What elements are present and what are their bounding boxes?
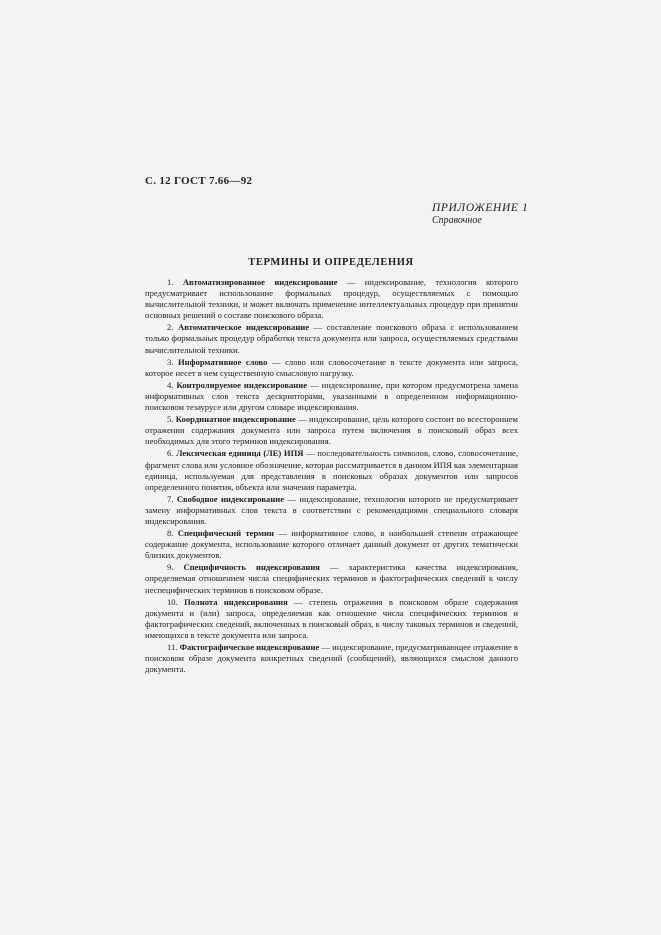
term-name: Лексическая единица (ЛЕ) ИПЯ — [176, 448, 317, 458]
term-entry [145, 357, 518, 379]
term-definition: информативное слово, в наибольшей степени отражающее содержание документа, использование которого отличает данный документ от других тематически близких документов. [145, 528, 518, 561]
term-number: 11. [167, 642, 178, 652]
section-title: ТЕРМИНЫ И ОПРЕДЕЛЕНИЯ [248, 257, 414, 268]
term-number: 4. [167, 379, 174, 390]
term-number: 6. [167, 448, 174, 459]
term-number: 2. [167, 322, 174, 333]
term-entry [145, 562, 518, 595]
term-name: Фактографическое индексирование — [180, 642, 333, 652]
appendix-subtitle: Справочное [432, 215, 482, 226]
term-entry [145, 494, 518, 527]
appendix-title: ПРИЛОЖЕНИЕ 1 [432, 202, 529, 214]
term-number: 5. [167, 414, 174, 425]
term-name: Специфичность индексирования — [184, 562, 349, 572]
term-number: 10. [167, 596, 178, 607]
term-name: Информативное слово — [178, 357, 285, 367]
term-name: Автоматизированное индексирование — [183, 277, 365, 287]
term-entry [145, 642, 518, 675]
term-name: Специфический термин — [178, 528, 291, 538]
term-entry [145, 414, 518, 447]
term-definition: составление поискового образа с использованием только формальных процедур обработки текста документа или запроса, осуществляемых средствами вычислительной техники. [145, 322, 518, 355]
term-name: Координатное индексирование — [176, 414, 309, 424]
term-entry [145, 528, 518, 561]
page-header: С. 12 ГОСТ 7.66—92 [145, 175, 253, 187]
term-number: 3. [167, 356, 174, 367]
term-number: 1. [167, 277, 174, 287]
terms-list [145, 277, 518, 676]
term-definition: последовательность символов, слово, словосочетание, фрагмент слова или условное обозначение, которая рассматривается в данном ИПЯ как элементарная единица, используемая для представления в поисковых образах документов или запросов определенного понятия, объекта или значения параметра. [145, 448, 519, 492]
term-definition: слово или словосочетание в тексте документа или запроса, которое несет в нем существенную смысловую нагрузку. [145, 356, 518, 378]
term-definition: степень отражения в поисковом образе содержания документа и (или) запроса, определяемая как отношение числа специфических терминов и фактографических сведений, включенных в поисковый образ, к числу таковых терминов и сведений, имеющихся в тексте документа или запроса. [145, 596, 518, 640]
term-entry [145, 597, 518, 641]
term-definition: индексирование, предусматривающее отражение в поисковом образе документа конкретных сведений (сообщений), являющихся смыслом данного документа. [145, 642, 518, 675]
term-name: Автоматическое индексирование — [178, 322, 327, 332]
term-entry [145, 322, 518, 355]
term-entry [145, 448, 518, 492]
term-definition: индексирование, цель которого состоит во всестороннем отражении содержания документа или запроса путем включения в поисковый образ всех необходимых для этого терминов индексирования. [145, 414, 518, 447]
term-definition: индексирование, при котором предусмотрена замена информативных слов текста дескрипторами, указанными в определенном информационно-поисковом тезаурусе или другом словаре индексирования. [145, 379, 519, 413]
term-number: 7. [167, 493, 174, 504]
term-definition: характеристика качества индексирования, определяемая отношением числа специфических терминов и фактографических сведений к числу неспецифических терминов в поисковом образе. [145, 562, 518, 595]
term-name: Контролируемое индексирование — [176, 380, 321, 390]
term-number: 8. [167, 528, 174, 539]
term-name: Полнота индексирования — [184, 597, 309, 607]
term-number: 9. [167, 562, 174, 573]
term-definition: индексирование, технология которого предусматривает использование формальных процедур, осуществляемых с помощью вычислительной техники, и может включать применение интеллектуальных процедур при принятии основных решений о составе поискового образа. [145, 277, 519, 321]
term-definition: индексирование, технология которого не предусматривает замену информативных слов текста в соответствии с рекомендациями специального словаря индексирования. [145, 493, 519, 526]
term-entry [145, 380, 518, 413]
term-entry [145, 277, 518, 321]
term-name: Свободное индексирование — [177, 494, 300, 504]
appendix-label [432, 202, 552, 226]
